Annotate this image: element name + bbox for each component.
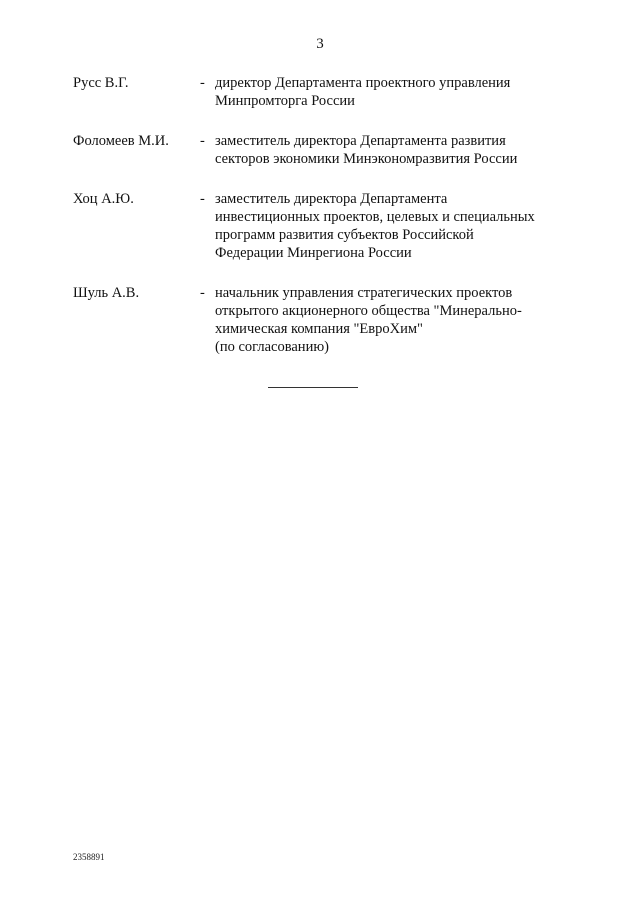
position-line: заместитель директора Департамента развития xyxy=(215,133,506,149)
member-list xyxy=(73,74,573,378)
member-position xyxy=(215,132,573,168)
list-item xyxy=(73,132,573,168)
dash-separator: - xyxy=(200,75,205,91)
position-line: открытого акционерного общества "Минерально- xyxy=(215,303,522,319)
document-code: 2358891 xyxy=(73,852,105,862)
position-line: секторов экономики Минэкономразвития России xyxy=(215,151,518,167)
dash-separator: - xyxy=(200,285,205,301)
position-line: начальник управления стратегических проектов xyxy=(215,285,513,301)
position-line: заместитель директора Департамента xyxy=(215,191,448,207)
position-line: программ развития субъектов Российской xyxy=(215,227,474,243)
list-item xyxy=(73,190,573,262)
position-line: химическая компания "ЕвроХим" xyxy=(215,321,423,337)
position-line: Минпромторга России xyxy=(215,93,355,109)
member-name: Хоц А.Ю. xyxy=(73,191,134,207)
position-line: Федерации Минрегиона России xyxy=(215,245,412,261)
page-number: 3 xyxy=(316,36,324,52)
list-item xyxy=(73,284,573,356)
end-divider xyxy=(268,387,358,388)
dash-separator: - xyxy=(200,133,205,149)
member-position xyxy=(215,74,573,110)
position-line: (по согласованию) xyxy=(215,339,329,355)
member-name: Фоломеев М.И. xyxy=(73,133,169,149)
member-name: Русс В.Г. xyxy=(73,75,129,91)
member-position xyxy=(215,284,573,356)
position-line: инвестиционных проектов, целевых и специальных xyxy=(215,209,535,225)
dash-separator: - xyxy=(200,191,205,207)
position-line: директор Департамента проектного управления xyxy=(215,75,511,91)
member-name: Шуль А.В. xyxy=(73,285,140,301)
list-item xyxy=(73,74,573,110)
member-position xyxy=(215,190,573,262)
